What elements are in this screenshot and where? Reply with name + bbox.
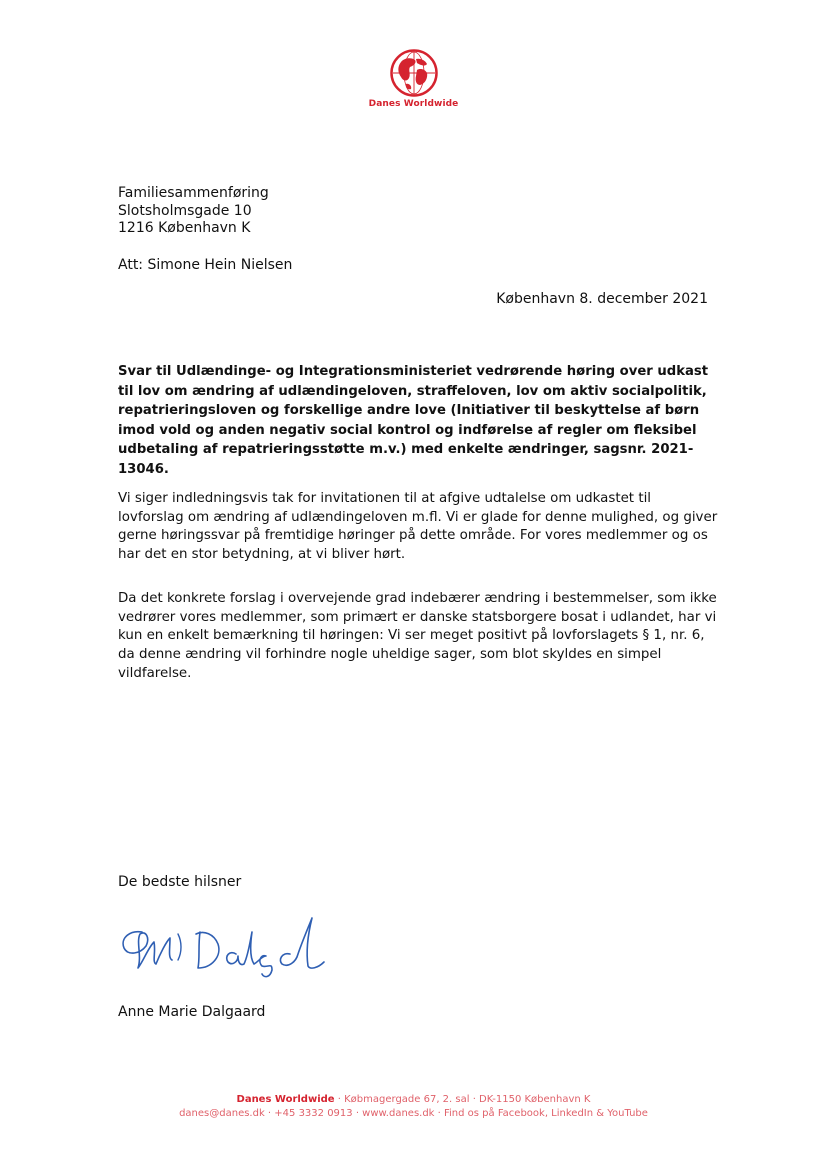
signer-name: Anne Marie Dalgaard (118, 1004, 266, 1020)
recipient-line-3: 1216 København K (118, 220, 251, 236)
footer-line-1 (0, 1093, 827, 1107)
recipient-address (118, 185, 269, 238)
body-paragraph-1: Vi siger indledningsvis tak for invitationen til at afgive udtalelse om udkastet til lovforslag om ændring af udlændingeloven m.fl. Vi er glade for denne mulighed, og giver gerne høringssvar på fremtidige høringer på dette område. For vores medlemmer og os har det en stor betydning, at vi bliver hørt. (118, 491, 718, 563)
letter-subject: Svar til Udlændinge- og Integrationsministeriet vedrørende høring over udkast til lov om ændring af udlændingeloven, straffeloven, lov om aktiv socialpolitik, repatrieringsloven og forskellige andre love (Initiativer til beskyttelse af børn imod vold og anden negativ social kontrol og indførelse af regler om fleksibel udbetaling af repatrieringsstøtte m.v.) med enkelte ændringer, sagsnr. 2021-13046. (118, 364, 709, 477)
footer-address: · Købmagergade 67, 2. sal · DK-1150 København K (334, 1094, 591, 1105)
recipient-line-1: Familiesammenføring (118, 185, 269, 201)
globe-icon (389, 48, 439, 98)
place-date-line: København 8. december 2021 (496, 291, 708, 307)
handwritten-signature (112, 912, 352, 984)
attention-line: Att: Simone Hein Nielsen (118, 257, 293, 273)
letter-footer (0, 1093, 827, 1120)
footer-contact: danes@danes.dk · +45 3332 0913 · www.danes.dk · Find os på Facebook, LinkedIn & YouTube (179, 1107, 648, 1119)
logo-text: Danes Worldwide (368, 99, 459, 109)
recipient-line-2: Slotsholmsgade 10 (118, 202, 252, 219)
letterhead-logo (0, 48, 827, 109)
body-paragraph-2: Da det konkrete forslag i overvejende grad indebærer ændring i bestemmelser, som ikke vedrører vores medlemmer, som primært er danske statsborgere bosat i udlandet, har vi kun en enkelt bemærkning til høringen: Vi ser meget positivt på lovforslagets § 1, nr. 6, da denne ændring vil forhindre nogle uheldige sager, som blot skyldes en simpel vildfarelse. (118, 591, 717, 681)
footer-brand: Danes Worldwide (236, 1094, 335, 1105)
closing-greeting: De bedste hilsner (118, 874, 242, 890)
